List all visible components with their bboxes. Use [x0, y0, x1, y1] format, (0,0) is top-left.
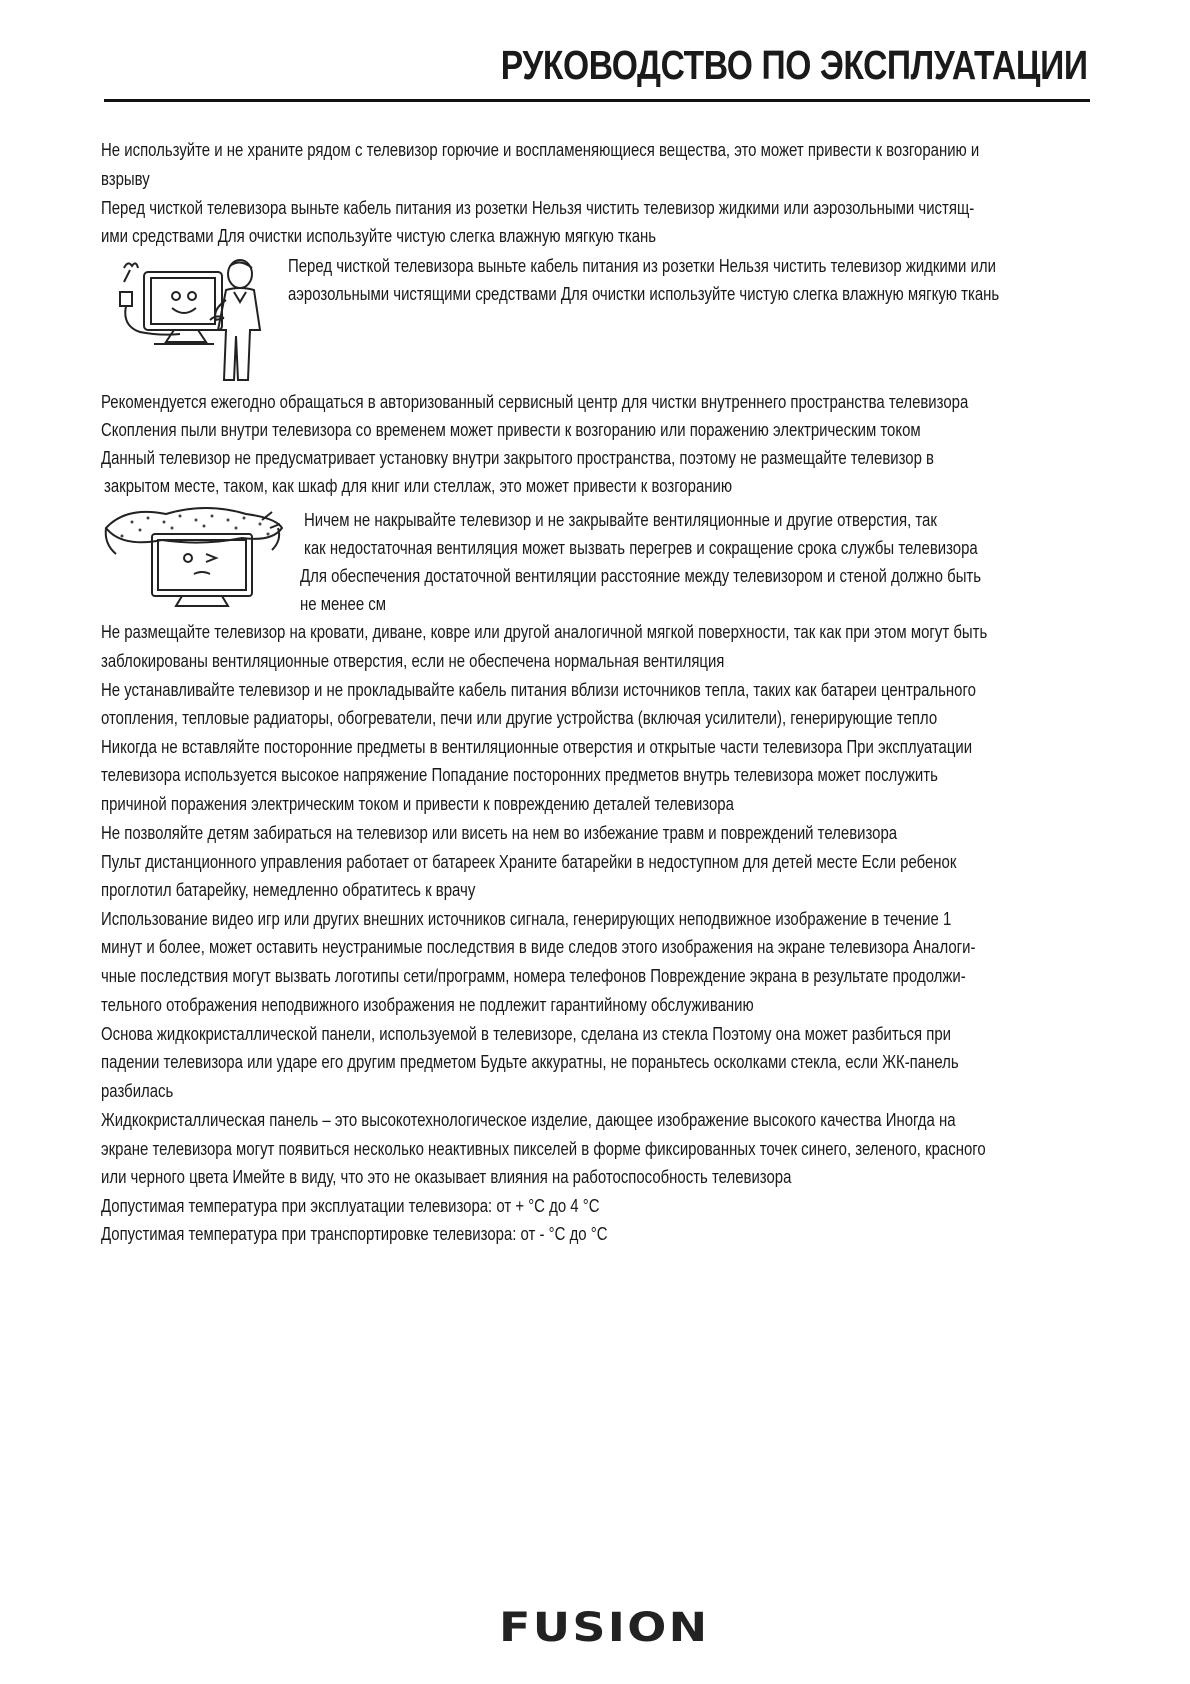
text-line: Никогда не вставляйте посторонние предметы в вентиляционные отверстия и открытые части телевизора При эксплуатации [101, 737, 973, 757]
text-line: Использование видео игр или других внешних источников сигнала, генерирующих неподвижное изображение в течение 1 [101, 909, 952, 929]
text-line: Ничем не накрывайте телевизор и не закрывайте вентиляционные и другие отверстия, так [304, 510, 937, 530]
text-line: заблокированы вентиляционные отверстия, если не обеспечена нормальная вентиляция [101, 651, 725, 671]
text-line: Допустимая температура при эксплуатации телевизора: от + °C до 4 °C [101, 1196, 600, 1216]
text-line: причиной поражения электрическим током и привести к повреждению деталей телевизора [101, 794, 734, 814]
text-line: Не позволяйте детям забираться на телевизор или висеть на нем во избежание травм и повреждений телевизора [101, 823, 898, 843]
covered-tv-illustration [102, 506, 288, 618]
text-line: не менее см [300, 594, 387, 614]
text-line: разбилась [101, 1081, 174, 1101]
text-line: Основа жидкокристаллической панели, используемой в телевизоре, сделана из стекла Поэтому она может разбиться при [101, 1024, 951, 1044]
text-line: Скопления пыли внутри телевизора со временем может привести к возгоранию или поражению электрическим током [101, 420, 921, 440]
text-line: Перед чисткой телевизора выньте кабель питания из розетки Нельзя чистить телевизор жидкими или аэрозольными чистящ- [101, 198, 975, 218]
text-line: Рекомендуется ежегодно обращаться в авторизованный сервисный центр для чистки внутреннего пространства телевизора [101, 392, 969, 412]
text-line: Жидкокристаллическая панель – это высокотехнологическое изделие, дающее изображение высокого качества Иногда на [101, 1110, 956, 1130]
text-line: Не устанавливайте телевизор и не прокладывайте кабель питания вблизи источников тепла, таких как батареи центрального [101, 680, 976, 700]
text-line: тельного отображения неподвижного изображения не подлежит гарантийному обслуживанию [101, 995, 754, 1015]
fusion-logo: FUSION [499, 1605, 710, 1651]
text-line: отопления, тепловые радиаторы, обогреватели, печи или другие устройства (включая усилители), генерирующие тепло [101, 708, 938, 728]
text-line: Пульт дистанционного управления работает от батареек Храните батарейки в недоступном для детей месте Если ребенок [101, 852, 957, 872]
text-line: взрыву [101, 169, 150, 189]
title-rule [104, 99, 1090, 102]
text-line: Для обеспечения достаточной вентиляции расстояние между телевизором и стеной должно быть [300, 566, 982, 586]
text-line: Не используйте и не храните рядом с телевизор горючие и воспламеняющиеся вещества, это может привести к возгоранию и [101, 140, 980, 160]
text-line: Данный телевизор не предусматривает установку внутри закрытого пространства, поэтому не размещайте телевизор в [101, 448, 934, 468]
text-line: закрытом месте, таком, как шкаф для книг или стеллаж, это может привести к возгоранию [104, 476, 733, 496]
text-line: проглотил батарейку, немедленно обратитесь к врачу [101, 880, 476, 900]
text-line: экране телевизора могут появиться несколько неактивных пикселей в форме фиксированных точек синего, зеленого, красного [101, 1139, 986, 1159]
text-line: телевизора используется высокое напряжение Попадание посторонних предметов внутрь телевизора может послужить [101, 765, 938, 785]
text-line: как недостаточная вентиляция может вызвать перегрев и сокращение срока службы телевизора [304, 538, 978, 558]
text-line: ими средствами Для очистки используйте чистую слегка влажную мягкую ткань [101, 226, 657, 246]
text-line: чные последствия могут вызвать логотипы сети/программ, номера телефонов Повреждение экрана в результате продолжи- [101, 966, 966, 986]
text-line: минут и более, может оставить неустранимые последствия в виде следов этого изображения на экране телевизора Аналоги- [101, 937, 976, 957]
text-line: аэрозольными чистящими средствами Для очистки используйте чистую слегка влажную мягкую ткань [288, 284, 1000, 304]
text-line: Допустимая температура при транспортировке телевизора: от - °C до °C [101, 1224, 608, 1244]
page-title: РУКОВОДСТВО ПО ЭКСПЛУАТАЦИИ [501, 42, 1088, 88]
text-line: Перед чисткой телевизора выньте кабель питания из розетки Нельзя чистить телевизор жидкими или [288, 256, 996, 276]
text-line: или черного цвета Имейте в виду, что это не оказывает влияния на работоспособность телевизора [101, 1167, 792, 1187]
text-line: падении телевизора или ударе его другим предметом Будьте аккуратны, не пораньтесь осколками стекла, если ЖК-панель [101, 1052, 959, 1072]
tv-cleaning-illustration [114, 254, 270, 386]
text-line: Не размещайте телевизор на кровати, диване, ковре или другой аналогичной мягкой поверхности, так как при этом могут быть [101, 622, 988, 642]
